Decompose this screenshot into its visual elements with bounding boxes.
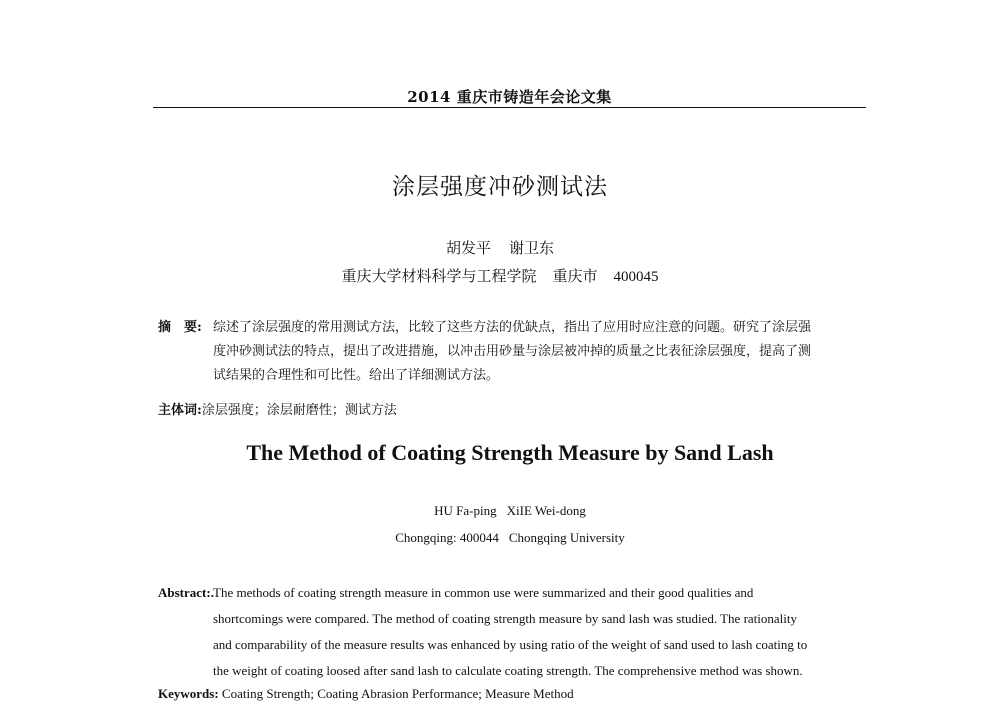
affiliation-en-zip: Chongqing: 400044 <box>395 530 499 545</box>
affiliation-cn-zip: 400045 <box>613 269 659 285</box>
running-header: 2014 重庆市铸造年会论文集 <box>407 88 612 106</box>
keywords-en-text: Coating Strength; Coating Abrasion Performance; Measure Method <box>221 686 574 701</box>
abstract-cn-line: 综述了涂层强度的常用测试方法，比较了这些方法的优缺点，指出了应用时应注意的问题。研究了涂层强 <box>213 320 812 335</box>
abstract-cn-line: 试结果的合理性和可比性。给出了详细测试方法。 <box>213 368 500 383</box>
abstract-en-line: shortcomings were compared. The method of coating strength measure by sand lash was studied. The rationality <box>213 611 798 626</box>
abstract-cn-label: 摘 要: <box>158 320 202 335</box>
abstract-en-label: Abstract:. <box>158 585 214 600</box>
authors-cn <box>0 237 1000 258</box>
affiliation-cn-city: 重庆市 <box>552 267 598 285</box>
abstract-en-line: The methods of coating strength measure in common use were summarized and their good qualities and <box>213 585 754 600</box>
keywords-cn-label: 主体词: <box>158 403 202 418</box>
keywords-en-label: Keywords: <box>158 686 219 701</box>
paper-title-en: The Method of Coating Strength Measure by Sand Lash <box>246 440 774 465</box>
affiliation-cn-name: 重庆大学材料科学与工程学院 <box>341 267 537 285</box>
authors-en <box>0 503 1000 519</box>
abstract-en <box>158 580 866 684</box>
header-rule <box>153 107 866 108</box>
keywords-cn <box>158 399 397 418</box>
author-en-1: HU Fa-ping <box>434 503 497 518</box>
keywords-cn-text: 涂层强度；涂层耐磨性；测试方法 <box>201 403 397 418</box>
keywords-en <box>158 686 574 702</box>
abstract-cn-line: 度冲砂测试法的特点，提出了改进措施，以冲击用砂量与涂层被冲掉的质量之比表征涂层强度，提高了测 <box>213 344 812 359</box>
abstract-cn <box>158 316 870 388</box>
abstract-en-line: and comparability of the measure results was enhanced by using ratio of the weight of sand used to lash coating to <box>213 637 808 652</box>
author-cn-1: 胡发平 <box>445 239 491 257</box>
paper-title-cn: 涂层强度冲砂测试法 <box>392 174 608 200</box>
author-en-2: XiIE Wei-dong <box>506 503 586 518</box>
author-cn-2: 谢卫东 <box>509 239 555 257</box>
affiliation-cn <box>0 265 1000 286</box>
affiliation-en <box>0 530 1000 546</box>
abstract-en-line: the weight of coating loosed after sand lash to calculate coating strength. The comprehensive method was shown. <box>213 663 803 678</box>
affiliation-en-name: Chongqing University <box>508 530 625 545</box>
